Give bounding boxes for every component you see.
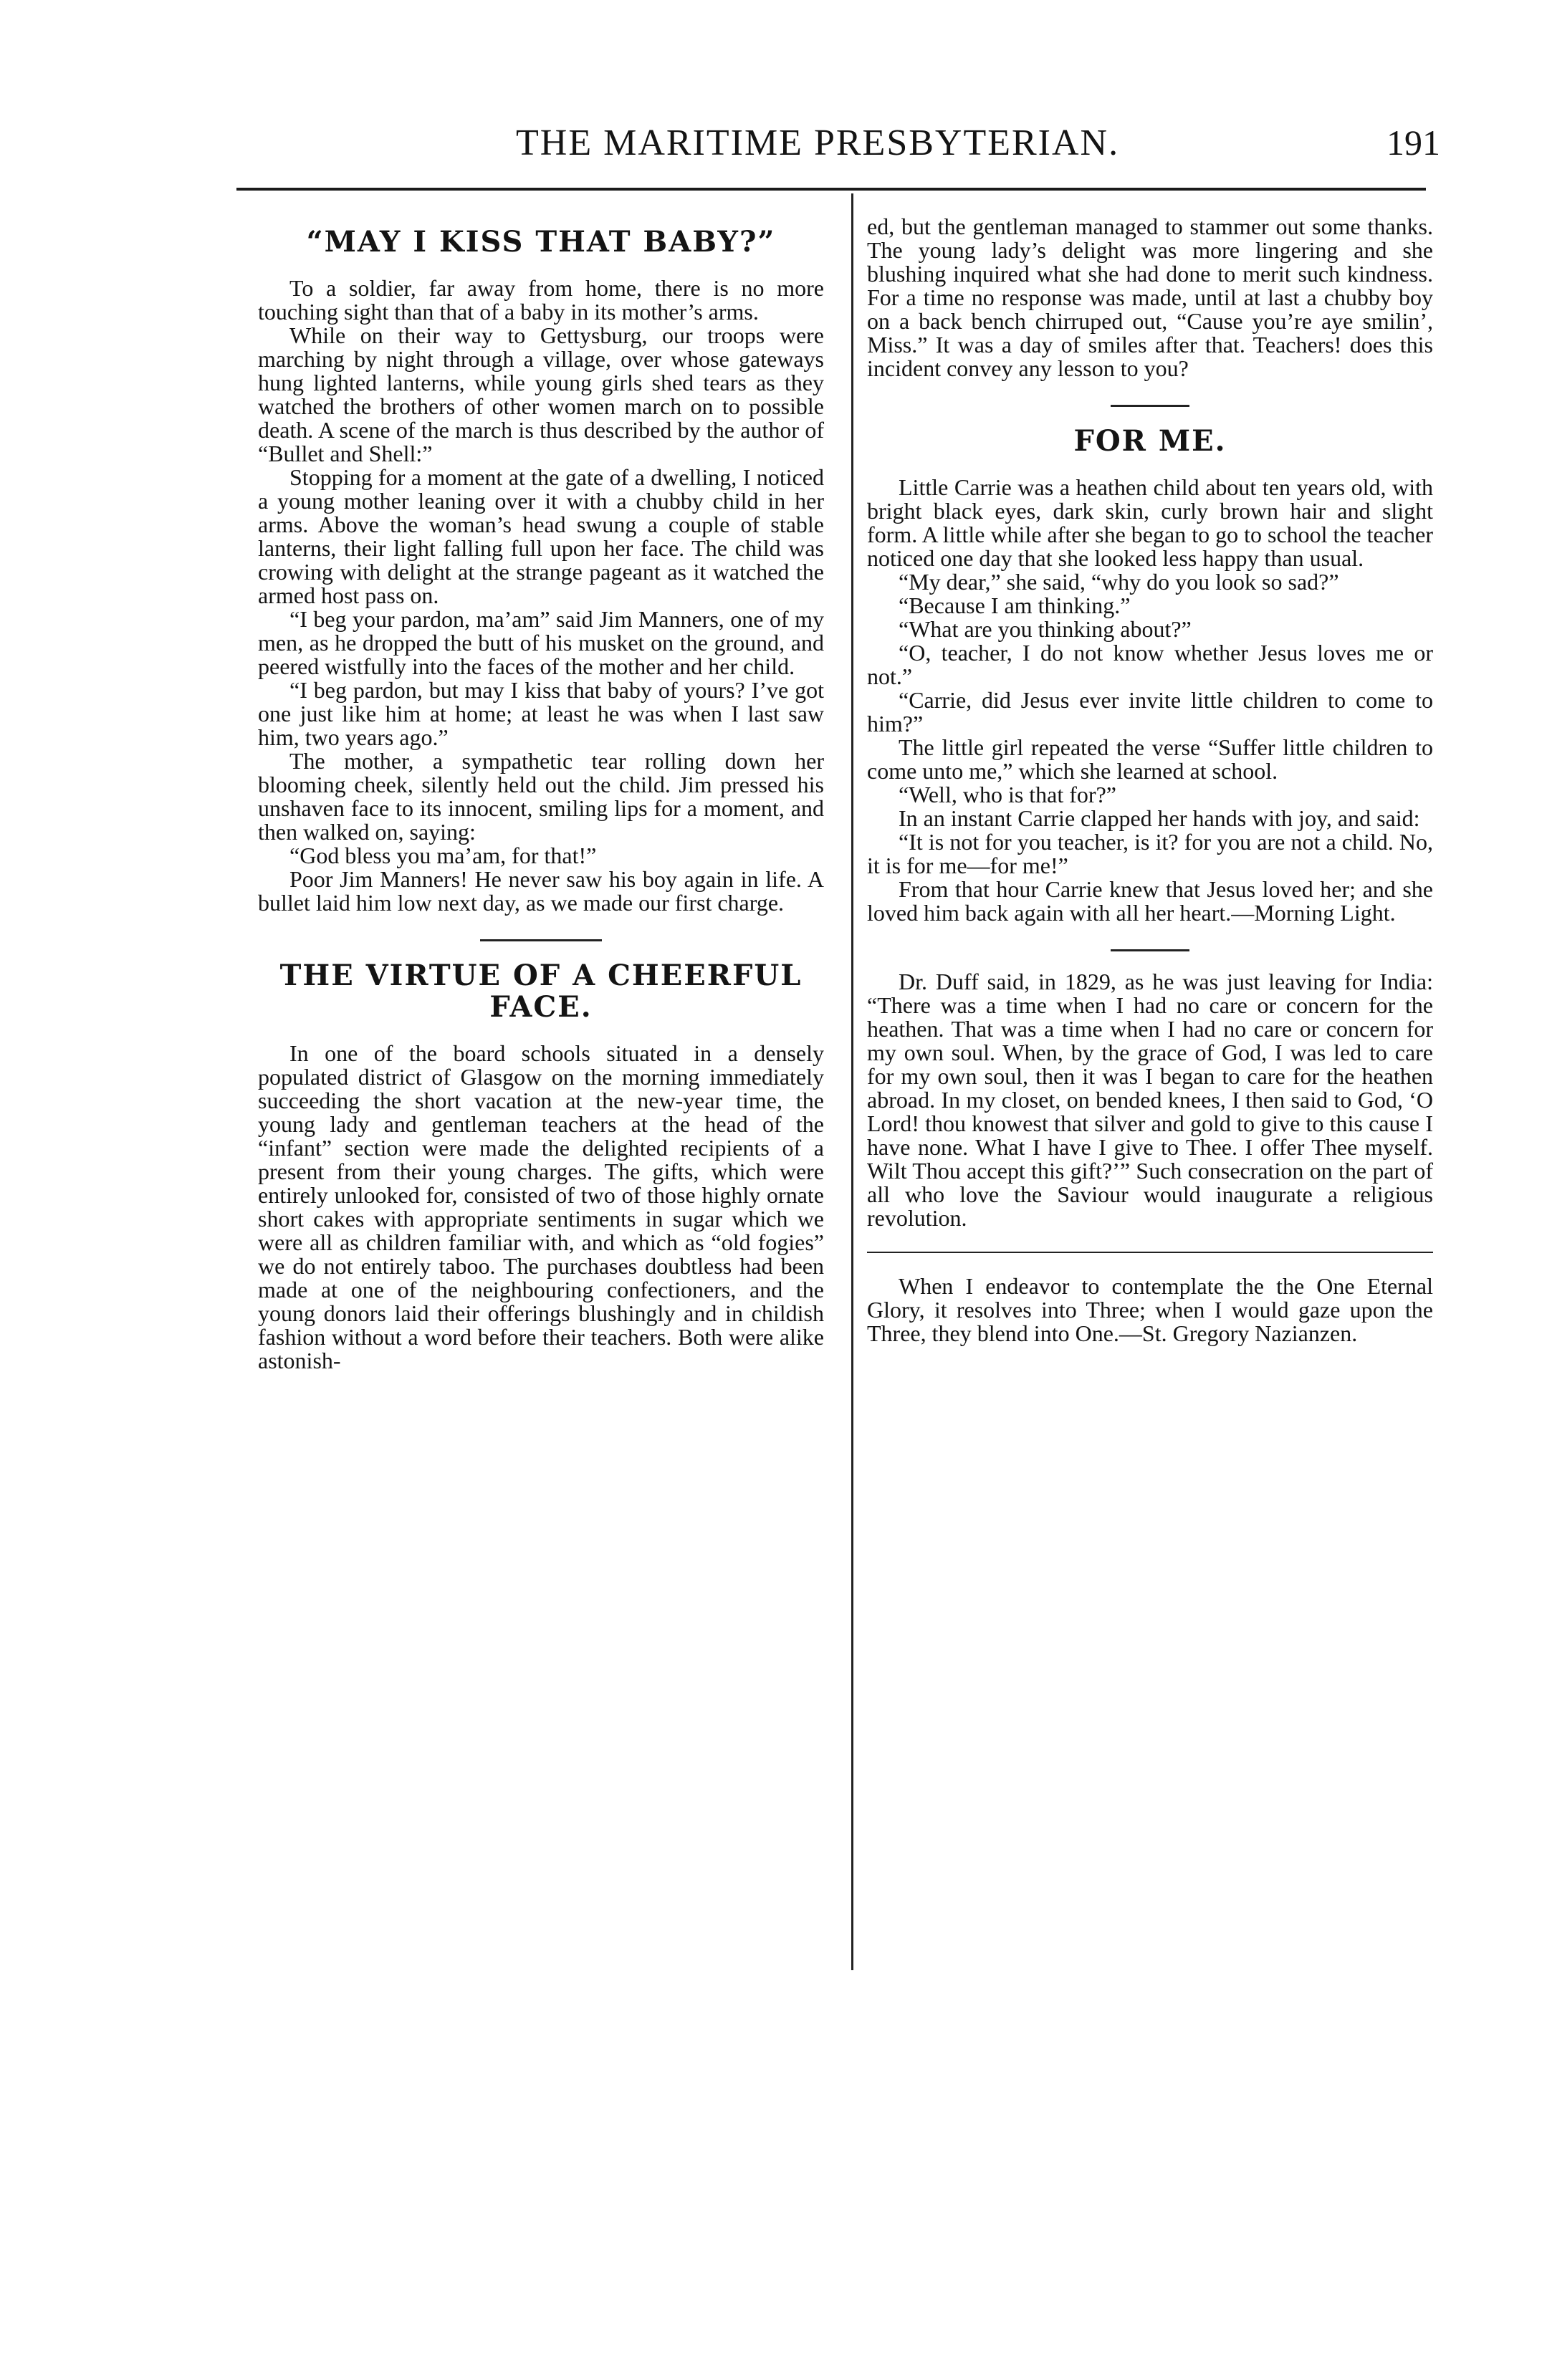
article-for-me [867,426,1433,925]
page-header [236,122,1440,172]
article-title: FOR ME. [1073,424,1227,458]
section-divider [1111,405,1189,407]
article-title: “MAY I KISS THAT BABY?” [306,225,776,259]
section-divider [1111,949,1189,951]
article-cheerful-face [258,960,824,1373]
paragraph: When I endeavor to contemplate the the One Eternal Glory, it resolves into Three; when I would gaze upon the Three, they blend into One.—St. Gregory Nazianzen. [867,1273,1433,1346]
paragraph: Dr. Duff said, in 1829, as he was just leaving for India: “There was a time when I had no care or concern for the heathen. That was a time when I had no care or concern for my own soul. When, by the grace of God, I was led to care for my own soul, then it was I began to care for the heathen abroad. In my closet, on bended knees, I then said to God, ‘O Lord! thou knowest that silver and gold to give to this cause I have none. What I have I give to Thee. I offer Thee myself. Wilt Thou accept this gift?’” Such consecration on the part of all who love the Saviour would inaugurate a religious revolution. [867,969,1433,1231]
paragraph: “Well, who is that for?” [899,782,1116,807]
paragraph: “What are you thinking about?” [899,616,1192,642]
paragraph: From that hour Carrie knew that Jesus loved her; and she loved him back again with all her heart.—Morning Light. [867,876,1433,926]
paragraph: The mother, a sympathetic tear rolling down her blooming cheek, silently held out the child. Jim pressed his unshaven face to its innocent, smiling lips for a moment, and then walked on, saying: [258,748,824,845]
paragraph: “My dear,” she said, “why do you look so sad?” [899,569,1339,595]
running-head: THE MARITIME PRESBYTERIAN. [516,123,1120,163]
paragraph: Poor Jim Manners! He never saw his boy again in life. A bullet laid him low next day, as we made our first charge. [258,866,824,916]
section-divider [480,939,602,941]
paragraph: “O, teacher, I do not know whether Jesus loves me or not.” [867,640,1433,689]
article-dr-duff [867,970,1433,1230]
paragraph: “Because I am thinking.” [899,592,1131,618]
article-kiss-baby [258,226,824,915]
paragraph: Little Carrie was a heathen child about ten years old, with bright black eyes, dark skin, curly brown hair and slight form. A little while after she began to go to school the teacher noticed one day that she looked less happy than usual. [867,474,1433,571]
column-rule [851,193,853,1970]
left-column [258,215,824,1373]
paragraph: In an instant Carrie clapped her hands with joy, and said: [899,805,1420,831]
paragraph: “It is not for you teacher, is it? for you are not a child. No, it is for me—for me!” [867,829,1433,878]
paragraph-continued: ed, but the gentleman managed to stammer out some thanks. The young lady’s delight was more lingering and she blushing inquired what she had done to merit such kindness. For a time no response was made, until at last a chubby boy on a back bench chirruped out, “Cause you’re aye smilin’, Miss.” It was a day of smiles after that. Teachers! does this incident convey any lesson to you? [867,213,1433,381]
header-rule [236,188,1426,191]
right-column [867,215,1433,1345]
section-divider [867,1252,1433,1253]
paragraph: “God bless you ma’am, for that!” [289,843,597,868]
paragraph: While on their way to Gettysburg, our troops were marching by night through a village, over whose gateways hung lighted lanterns, while young girls shed tears as they watched the brothers of other women march on to possible death. A scene of the march is thus described by the author of “Bullet and Shell:” [258,322,824,466]
paragraph: To a soldier, far away from home, there is no more touching sight than that of a baby in its mother’s arms. [258,275,824,325]
article-st-gregory [867,1275,1433,1345]
paragraph: “Carrie, did Jesus ever invite little children to come to him?” [867,687,1433,736]
paragraph: “I beg your pardon, ma’am” said Jim Manners, one of my men, as he dropped the butt of his musket on the ground, and peered wistfully into the faces of the mother and her child. [258,606,824,679]
paragraph: The little girl repeated the verse “Suffer little children to come unto me,” which she learned at school. [867,734,1433,784]
article-title: THE VIRTUE OF A CHEERFUL FACE. [279,959,803,1024]
paragraph: In one of the board schools situated in a densely populated district of Glasgow on the morning immediately succeeding the short vacation at the new-year time, the young lady and gentleman teachers at the head of the “infant” section were made the delighted recipients of a present from their young charges. The gifts, which were entirely unlooked for, consisted of two of those highly ornate short cakes with appropriate sentiments in sugar which we were all as children familiar with, and which as “old fogies” we do not entirely taboo. The purchases doubtless had been made at one of the neighbouring confectioners, and the young donors laid their offerings blushingly and in childish fashion without a word before their teachers. Both were alike astonish- [258,1040,824,1373]
paragraph: Stopping for a moment at the gate of a dwelling, I noticed a young mother leaning over it with a chubby child in her arms. Above the woman’s head swung a couple of stable lanterns, their light falling full upon her face. The child was crowing with delight at the strange pageant as it watched the armed host pass on. [258,464,824,608]
page-number: 191 [1386,123,1440,163]
paragraph: “I beg pardon, but may I kiss that baby of yours? I’ve got one just like him at home; at least he was when I last saw him, two years ago.” [258,677,824,750]
